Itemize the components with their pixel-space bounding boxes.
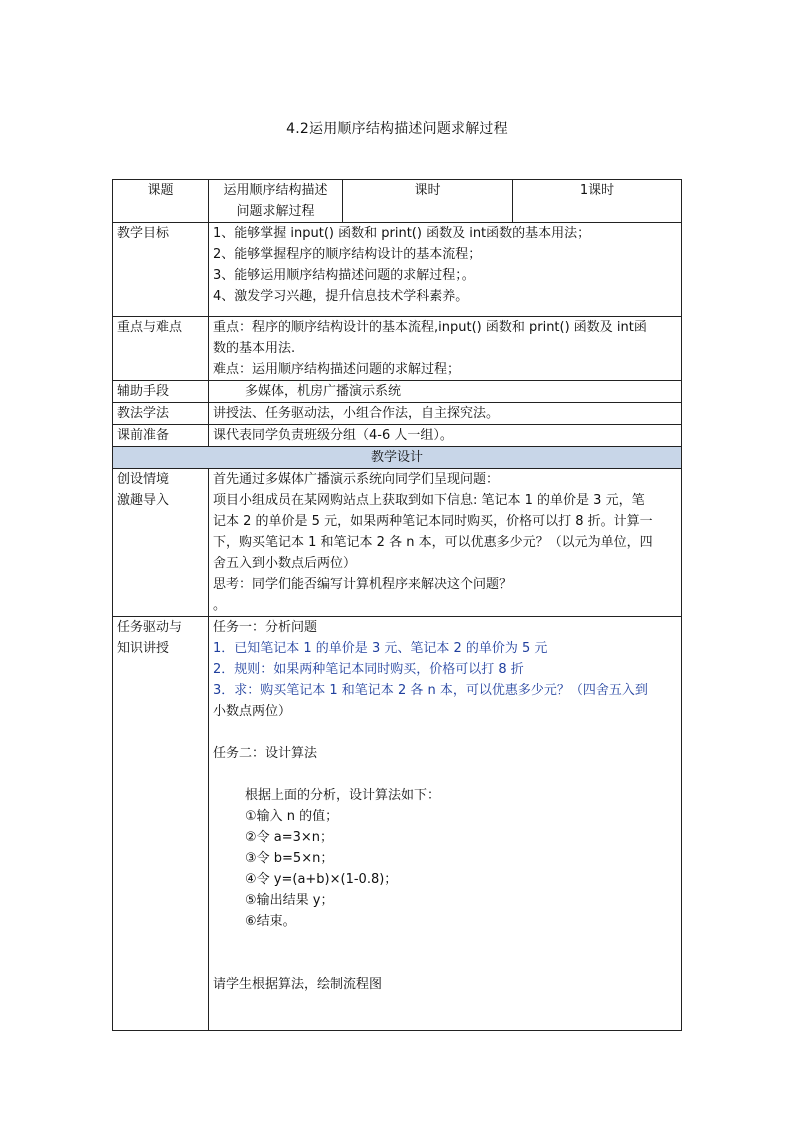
- algo-step: ①输入 n 的值；: [245, 809, 339, 824]
- topic-value: 运用顺序结构描述 问题求解过程: [209, 180, 343, 223]
- task1-item: 3．求：购买笔记本 1 和笔记本 2 各 n 本，可以优惠多少元？（四舍五入到: [213, 683, 648, 698]
- key-points-row: [113, 317, 682, 381]
- algo-step: ⑥结束。: [245, 914, 296, 929]
- aids-row: [113, 381, 682, 403]
- algo-intro: 根据上面的分析，设计算法如下：: [245, 788, 441, 803]
- algo-step: ③令 b=5×n；: [245, 851, 334, 866]
- task1-item: 1．已知笔记本 1 的单价是 3 元、笔记本 2 的单价为 5 元: [213, 641, 548, 656]
- objective-item: 4、激发学习兴趣，提升信息技术学科素养。: [213, 289, 469, 304]
- tasks-row: [113, 617, 682, 1031]
- page-title: 4.2运用顺序结构描述问题求解过程: [286, 121, 508, 137]
- closing-instruction: 请学生根据算法，绘制流程图: [213, 977, 383, 992]
- key-points-label: 重点与难点: [113, 317, 209, 381]
- aids-label: 辅助手段: [113, 381, 209, 403]
- task1-title: 任务一：分析问题: [213, 620, 318, 635]
- prep-row: [113, 425, 682, 447]
- objectives-row: [113, 223, 682, 317]
- lesson-plan-table: [112, 179, 682, 1031]
- algo-step: ④令 y=(a+b)×(1-0.8)；: [245, 872, 398, 887]
- intro-label: 创设情境 激趣导入: [113, 469, 209, 617]
- hours-value: 1课时: [513, 180, 682, 223]
- task1-item-cont: 小数点两位）: [213, 704, 292, 719]
- objective-item: 2、能够掌握程序的顺序结构设计的基本流程；: [213, 247, 482, 262]
- design-header: 教学设计: [113, 447, 682, 469]
- methods-row: [113, 403, 682, 425]
- task1-item: 2．规则：如果两种笔记本同时购买，价格可以打 8 折: [213, 662, 524, 677]
- objective-item: 3、能够运用顺序结构描述问题的求解过程；。: [213, 268, 475, 283]
- prep-label: 课前准备: [113, 425, 209, 447]
- objectives-content: [209, 223, 682, 317]
- tasks-label: 任务驱动与 知识讲授: [113, 617, 209, 1031]
- algo-step: ②令 a=3×n；: [245, 830, 334, 845]
- hours-label: 课时: [343, 180, 513, 223]
- task2-title: 任务二：设计算法: [213, 746, 318, 761]
- intro-row: [113, 469, 682, 617]
- algo-step: ⑤输出结果 y；: [245, 893, 334, 908]
- design-header-row: [113, 447, 682, 469]
- methods-label: 教法学法: [113, 403, 209, 425]
- topic-row: [113, 180, 682, 223]
- intro-content: 首先通过多媒体广播演示系统向同学们呈现问题： 项目小组成员在某网购站点上获取到如下信息: 笔记本 1 的单价是 3 元，笔 记本 2 的单价是 5 元，如果两种笔记本同时购买，价格可以打 8 折。计算一 下，购买笔记本 1 和笔记本 2 各 n 本，可以优惠多少元？（以元为单位，四 舍五入到小数点后两位） 思考：同学们能否编写计算机程序来解决这个问题？ 。: [209, 469, 682, 617]
- key-points-content: 重点：程序的顺序结构设计的基本流程,input() 函数和 print() 函数及 int函 数的基本用法. 难点：运用顺序结构描述问题的求解过程；: [209, 317, 682, 381]
- methods-value: 讲授法、任务驱动法，小组合作法，自主探究法。: [209, 403, 682, 425]
- aids-value: 多媒体，机房广播演示系统: [209, 381, 682, 403]
- objective-item: 1、能够掌握 input() 函数和 print() 函数及 int函数的基本用法；: [213, 226, 591, 241]
- prep-value: 课代表同学负责班级分组（4-6 人一组）。: [209, 425, 682, 447]
- topic-label: 课题: [113, 180, 209, 223]
- tasks-content: [209, 617, 682, 1031]
- objectives-label: 教学目标: [113, 223, 209, 317]
